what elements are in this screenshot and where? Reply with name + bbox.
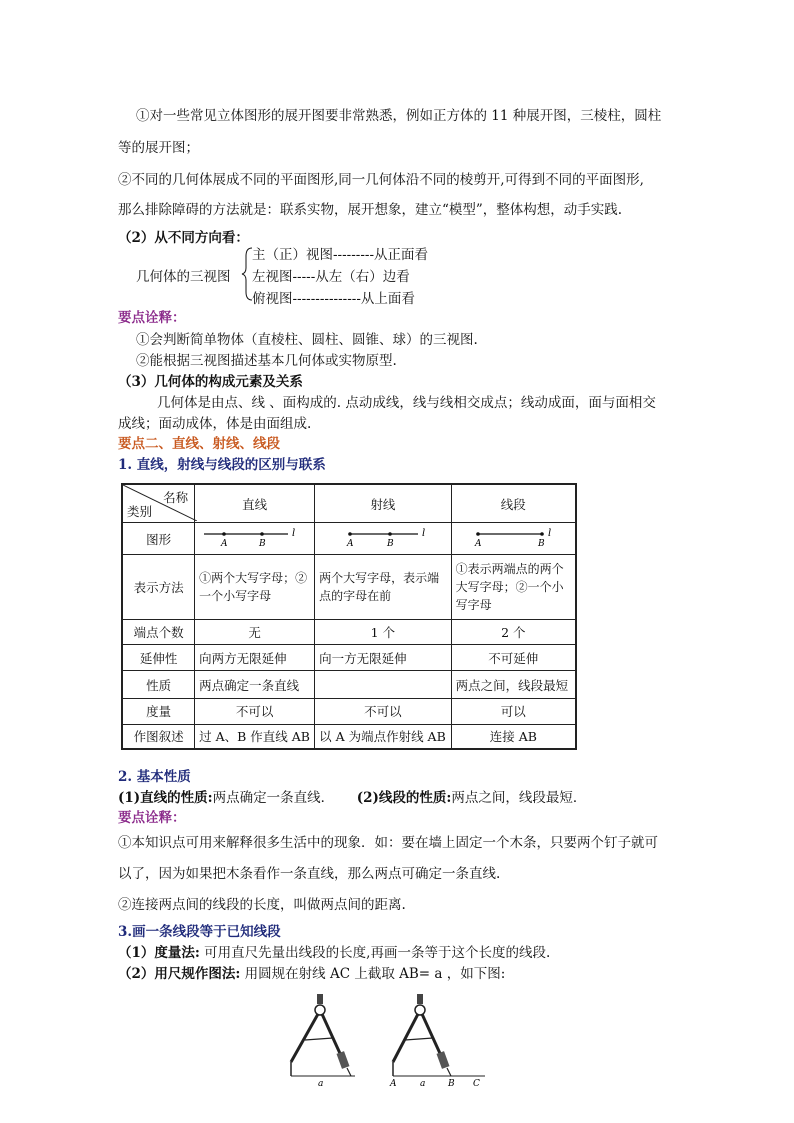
- p1-line2: 等的展开图；: [118, 140, 199, 156]
- basic-prop-b-text: 两点之间，线段最短．: [451, 790, 587, 806]
- extension-cell: 向一方无限延伸: [315, 645, 452, 671]
- kp1-item2: ②能根据三视图描述基本几何体或实物原型.: [136, 353, 397, 369]
- point-a-label: A: [220, 539, 228, 549]
- view-top: 俯视图---------------从上面看: [252, 291, 415, 307]
- kp2-line2: 以了，因为如果把木条看作一条直线，那么两点可确定一条直线.: [118, 866, 501, 882]
- corner-cell: [122, 484, 195, 523]
- ray-l-label: l: [421, 528, 426, 540]
- endpoints-cell: 无: [195, 619, 315, 645]
- point-b-label: B: [386, 539, 394, 549]
- kp1-item1: ①会判断简单物体（直棱柱、圆柱、圆锥、球）的三视图.: [136, 332, 478, 348]
- segment-figure: [451, 523, 576, 555]
- col-header: 射线: [315, 484, 452, 523]
- basic-prop-a-label: (1)直线的性质:: [118, 790, 213, 806]
- point-a-label: A: [475, 539, 482, 549]
- p2-line1: ②不同的几何体展成不同的平面图形,同一几何体沿不同的棱剪开,可得到不同的平面图形,: [118, 172, 644, 188]
- basic-prop-a-text: 两点确定一条直线．: [212, 790, 335, 806]
- property-cell: 两点确定一条直线: [195, 671, 315, 699]
- elements-line1: 几何体是由点、线 、面构成的. 点动成线，线与线相交成点；线动成面，面与面相交: [157, 395, 656, 411]
- measure-cell: 可以: [451, 699, 576, 725]
- col-header: 线段: [451, 484, 576, 523]
- construction-cell: 过 A、B 作直线 AB: [195, 724, 315, 749]
- method1-text: 可用直尺先量出线段的长度,再画一条等于这个长度的线段.: [199, 945, 551, 961]
- col-header: 直线: [195, 484, 315, 523]
- compass-B-label: B: [448, 1079, 455, 1088]
- endpoints-cell: 1 个: [315, 619, 452, 645]
- p1-line1: ①对一些常见立体图形的展开图要非常熟悉，例如正方体的 11 种展开图，三棱柱，圆柱: [136, 108, 662, 124]
- basic-prop-b-label: (2)线段的性质:: [356, 790, 452, 806]
- extension-cell: 不可延伸: [451, 645, 576, 671]
- ray-figure-svg: [328, 526, 438, 548]
- measure-cell: 不可以: [315, 699, 452, 725]
- comparison-table: [121, 483, 577, 750]
- row-label: 图形: [122, 523, 195, 555]
- method2: [118, 962, 505, 982]
- compass-illustration: [285, 990, 495, 1088]
- key-points-heading-1: 要点诠释：: [118, 310, 186, 326]
- method1-label: （1）度量法:: [118, 945, 200, 961]
- heading-elements: （3）几何体的构成元素及关系: [118, 374, 303, 390]
- row-label: 性质: [122, 671, 195, 699]
- point-b-label: B: [258, 539, 266, 549]
- p2-line2: 那么排除障碍的方法就是：联系实物，展开想象，建立“模型”，整体构想，动手实践.: [118, 202, 623, 218]
- endpoints-cell: 2 个: [451, 619, 576, 645]
- extension-cell: 向两方无限延伸: [195, 645, 315, 671]
- section2-title: 要点二、直线、射线、线段: [118, 436, 280, 452]
- row-label: 端点个数: [122, 619, 195, 645]
- notation-cell: ①两个大写字母；②一个小写字母: [195, 555, 315, 619]
- sub1-title: 1. 直线，射线与线段的区别与联系: [118, 457, 326, 473]
- construction-cell: 以 A 为端点作射线 AB: [315, 724, 452, 749]
- heading-from-directions: （2）从不同方向看：: [118, 230, 249, 246]
- corner-top-label: 名称: [163, 490, 189, 505]
- method1: [118, 941, 550, 961]
- kp2-line1: ①本知识点可用来解释很多生活中的现象．如：要在墙上固定一个木条，只要两个钉子就可: [118, 835, 658, 851]
- notation-cell: ①表示两端点的两个大写字母；②一个小写字母: [451, 555, 576, 619]
- row-label: 延伸性: [122, 645, 195, 671]
- compass-right-icon: [393, 994, 451, 1076]
- basic-properties: [118, 786, 586, 806]
- method2-text: 用圆规在射线 AC 上截取 AB= a ，如下图:: [240, 966, 506, 982]
- elements-line2: 成线；面动成体，体是由面组成.: [118, 416, 312, 432]
- compass-a2-label: a: [420, 1079, 426, 1088]
- point-b-label: B: [538, 539, 545, 549]
- kp2-line3: ②连接两点间的线段的长度，叫做两点间的距离.: [118, 897, 406, 913]
- compass-a1-label: a: [318, 1079, 324, 1088]
- row-label: 表示方法: [122, 555, 195, 619]
- line-figure-svg: [200, 526, 310, 548]
- sub3-title: 3.画一条线段等于已知线段: [118, 924, 281, 940]
- compass-A-label: A: [390, 1079, 397, 1088]
- three-views-label: 几何体的三视图: [136, 269, 231, 285]
- notation-cell: 两个大写字母，表示端点的字母在前: [315, 555, 452, 619]
- ray-figure: [315, 523, 452, 555]
- compass-left-icon: [291, 994, 351, 1076]
- method2-label: （2）用尺规作图法:: [118, 966, 241, 982]
- property-cell: [315, 671, 452, 699]
- view-left: 左视图-----从左（右）边看: [252, 269, 410, 285]
- line-l-label: l: [291, 528, 295, 540]
- corner-bottom-label: 类别: [127, 504, 153, 520]
- segment-figure-svg: [458, 526, 568, 548]
- view-front: 主（正）视图---------从正面看: [252, 247, 429, 263]
- key-points-heading-2: 要点诠释：: [118, 810, 186, 826]
- line-figure: [195, 523, 315, 555]
- row-label: 作图叙述: [122, 724, 195, 749]
- construction-cell: 连接 AB: [451, 724, 576, 749]
- point-a-label: A: [346, 539, 354, 549]
- compass-C-label: C: [473, 1079, 480, 1088]
- row-label: 度量: [122, 699, 195, 725]
- measure-cell: 不可以: [195, 699, 315, 725]
- property-cell: 两点之间，线段最短: [451, 671, 576, 699]
- segment-l-label: l: [548, 528, 552, 540]
- sub2-title: 2. 基本性质: [118, 769, 191, 785]
